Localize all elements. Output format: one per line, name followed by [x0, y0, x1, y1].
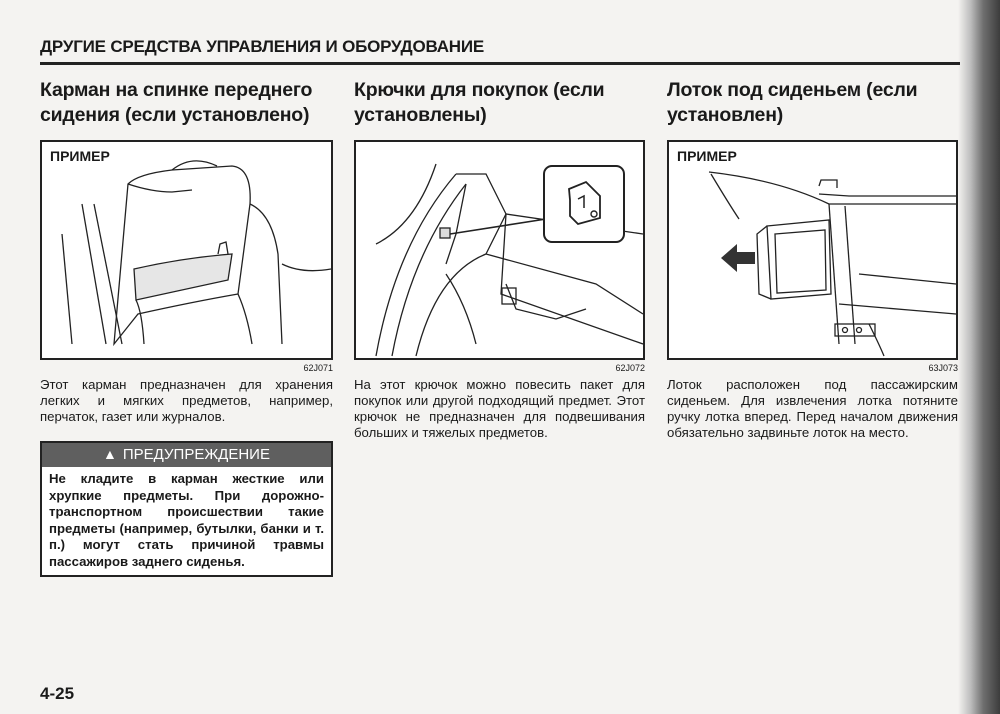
section-title: Карман на спинке переднего сидения (если установлено)	[40, 79, 313, 126]
header-rule	[40, 62, 960, 65]
page-header-title: ДРУГИЕ СРЕДСТВА УПРАВЛЕНИЯ И ОБОРУДОВАНИЕ	[40, 37, 485, 56]
warning-header	[42, 443, 331, 467]
page-binding-shadow	[958, 0, 1000, 714]
figure-shopping-hook	[354, 140, 645, 360]
warning-title: ПРЕДУПРЕЖДЕНИЕ	[122, 446, 270, 463]
page-number: 4-25	[40, 684, 75, 703]
warning-triangle-icon: ▲	[103, 446, 117, 462]
figure-label: ПРИМЕР	[677, 148, 737, 164]
section-title: Лоток под сиденьем (если установлен)	[667, 79, 918, 126]
figure-seatback-pocket	[40, 140, 333, 360]
figure-code: 62J072	[615, 363, 645, 373]
warning-box	[40, 441, 333, 577]
section-shopping-hooks	[354, 78, 645, 441]
section-text: Лоток расположен под пассажирским сиденьем. Для извлечения лотка потяните ручку лотка вперед. Перед началом движения обязательно задвиньте лоток на место.	[667, 377, 958, 440]
section-title: Крючки для покупок (если установлены)	[354, 79, 605, 126]
figure-label: ПРИМЕР	[50, 148, 110, 164]
figure-under-seat-tray	[667, 140, 958, 360]
under-seat-tray-illustration	[669, 142, 956, 358]
section-seatback-pocket	[40, 78, 333, 577]
section-text: Этот карман предназначен для хранения легких и мягких предметов, например, перчаток, газет или журналов.	[40, 377, 333, 424]
figure-code: 62J071	[303, 363, 333, 373]
section-under-seat-tray	[667, 78, 958, 441]
figure-code: 63J073	[928, 363, 958, 373]
seat-pocket-illustration	[42, 142, 331, 358]
cargo-hook-illustration	[356, 142, 643, 358]
section-text: На этот крючок можно повесить пакет для покупок или другой подходящий предмет. Этот крючок не предназначен для подвешивания больших и тяжелых предметов.	[354, 377, 645, 440]
warning-text: Не кладите в карман жесткие или хрупкие предметы. При дорожно-транспортном происшествии такие предметы (например, бутылки, банки и т. п.) могут стать причиной травмы пассажиров заднего сиденья.	[49, 471, 324, 569]
